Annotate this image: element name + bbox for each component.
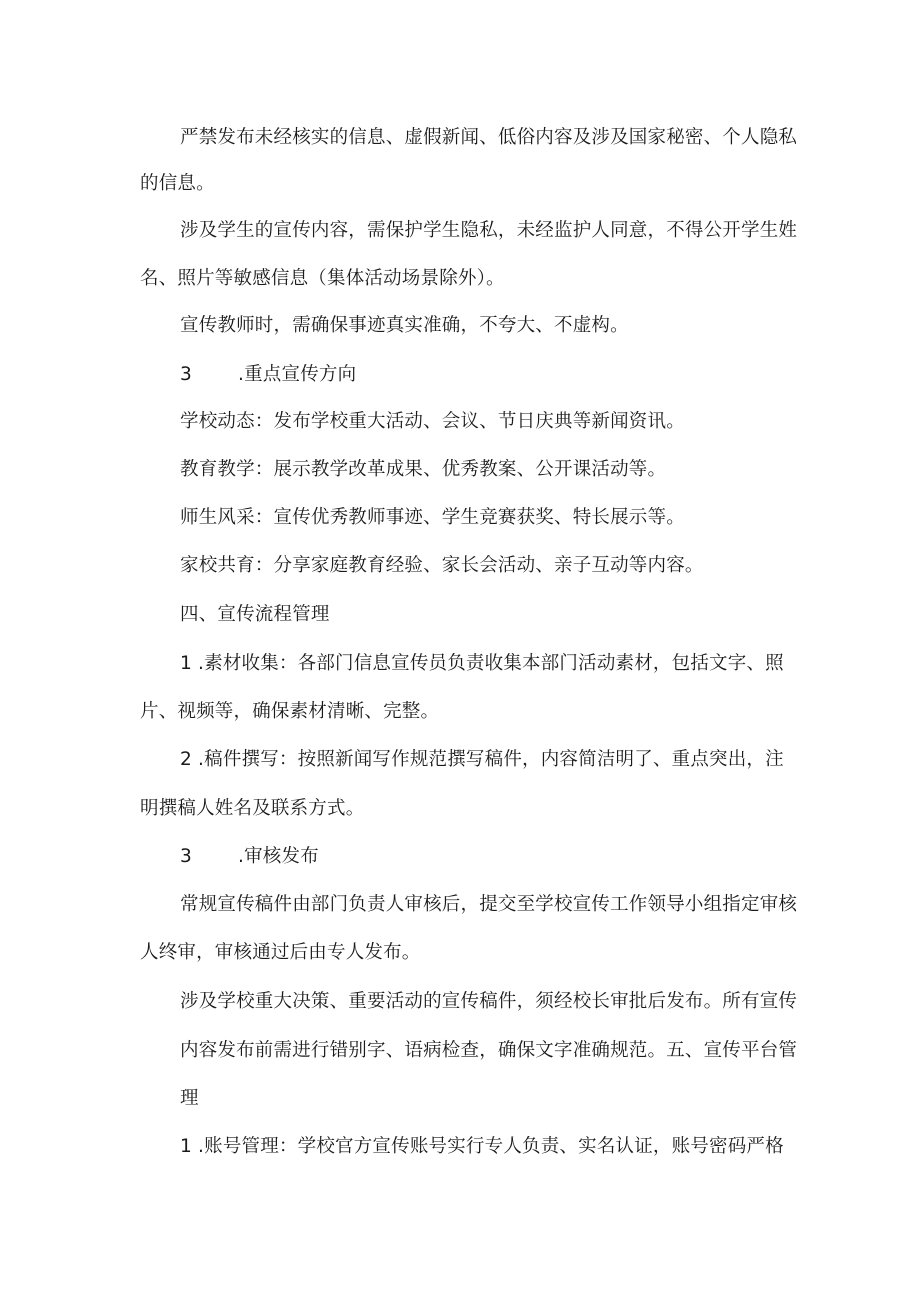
- paragraph-line: 内容发布前需进行错别字、语病检查，确保文字准确规范。五、宣传平台管: [180, 1040, 798, 1061]
- heading-number: 3: [180, 846, 192, 867]
- paragraph-line: 片、视频等，确保素材清晰、完整。: [140, 701, 440, 722]
- section-heading: 四、宣传流程管理: [180, 604, 330, 625]
- paragraph-line: 涉及学校重大决策、重要活动的宣传稿件，须经校长审批后发布。所有宣传: [180, 991, 798, 1012]
- heading-dot: .: [238, 846, 245, 867]
- paragraph-line: 学校动态：发布学校重大活动、会议、节日庆典等新闻资讯。: [180, 411, 685, 432]
- heading-number: 3: [180, 364, 192, 385]
- heading-text: 审核发布: [244, 846, 319, 867]
- paragraph-line: 家校共育：分享家庭教育经验、家长会活动、亲子互动等内容。: [180, 555, 704, 576]
- heading-text: 重点宣传方向: [244, 364, 357, 385]
- paragraph-line: 1 .账号管理：学校官方宣传账号实行专人负责、实名认证，账号密码严格: [180, 1136, 784, 1157]
- heading-dot: .: [238, 364, 245, 385]
- paragraph-line: 名、照片等敏感信息（集体活动场景除外）。: [140, 268, 505, 289]
- section-heading: [180, 845, 319, 869]
- paragraph-line: 1 .素材收集：各部门信息宣传员负责收集本部门活动素材，包括文字、照: [180, 653, 784, 674]
- paragraph-line: 教育教学：展示教学改革成果、优秀教案、公开课活动等。: [180, 459, 667, 480]
- paragraph-line: 人终审，审核通过后由专人发布。: [140, 942, 421, 963]
- paragraph-line: 涉及学生的宣传内容，需保护学生隐私，未经监护人同意，不得公开学生姓: [180, 220, 798, 241]
- paragraph-line: 常规宣传稿件由部门负责人审核后，提交至学校宣传工作领导小组指定审核: [180, 894, 798, 915]
- section-heading: [180, 363, 356, 387]
- paragraph-line: 师生风采：宣传优秀教师事迹、学生竞赛获奖、特长展示等。: [180, 507, 685, 528]
- paragraph-line: 2 .稿件撰写：按照新闻写作规范撰写稿件，内容简洁明了、重点突出，注: [180, 749, 784, 770]
- paragraph-line: 的信息。: [140, 173, 215, 194]
- paragraph-line: 宣传教师时，需确保事迹真实准确，不夸大、不虚构。: [180, 315, 629, 336]
- paragraph-line: 明撰稿人姓名及联系方式。: [140, 798, 365, 819]
- paragraph-line: 理: [180, 1088, 199, 1109]
- paragraph-line: 严禁发布未经核实的信息、虚假新闻、低俗内容及涉及国家秘密、个人隐私: [180, 127, 798, 148]
